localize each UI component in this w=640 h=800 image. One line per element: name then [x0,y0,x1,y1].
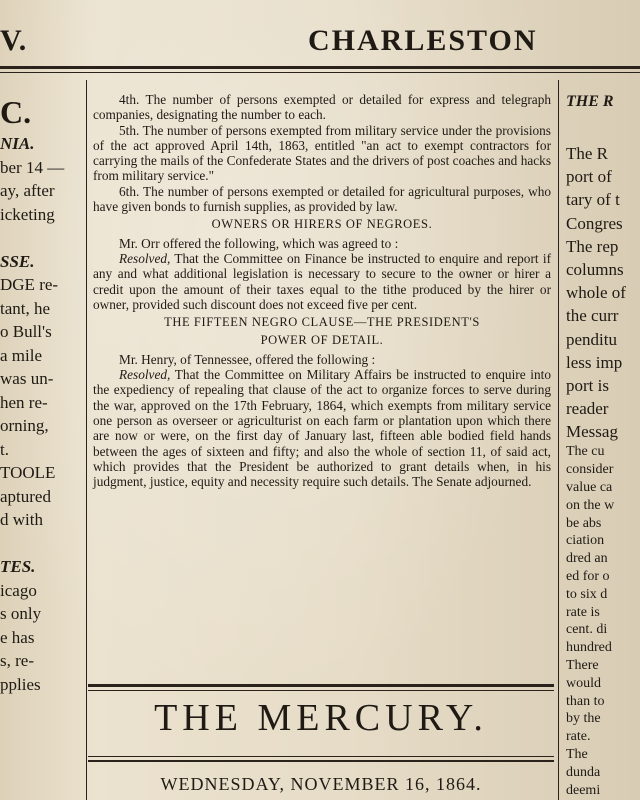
left-line: TES. [0,557,36,576]
left-line: aptured [0,486,51,506]
article-column [93,92,551,489]
resolution-text: That the Committee on Military Affairs be instructed to enquire into the expediency of repealing that clause of the act to organize forces to serve during the war, approved on the 17th February, 1864, which exempts from military service one person as overseer or agriculturist on each farm or plantation upon which there are now or were, on the first day of January last, fifteen able bodied field hands between the ages of sixteen and fifty; and also the whole of section 11, of said act, which provides that the President be authorized to grant details when, in his judgment, justice, equity and necessity require such details. The Senate adjourned. [93,367,551,490]
left-line: NIA. [0,134,35,153]
right-column-heading: THE R [566,93,614,110]
right-line-small: by the [566,711,601,727]
right-line-small: would [566,675,601,691]
left-line: d with [0,510,43,529]
right-line-small: than to [566,693,605,709]
article-paragraph: Mr. Henry, of Tennessee, offered the following : [119,351,376,367]
right-line-small: There [566,658,599,673]
section-heading: OWNERS OR HIRERS OF NEGROES. [211,217,433,232]
mercury-title: THE MERCURY. [154,697,488,739]
left-line: orning, [0,416,49,435]
left-line: hen re- [0,392,48,412]
right-line-small: ed for o [566,569,610,585]
masthead-title: CHARLESTON [308,24,538,57]
column-divider-left [86,80,87,800]
right-line-small: dunda [566,764,601,780]
right-line: less imp [566,352,623,372]
left-line: o Bull's [0,322,52,341]
mercury-rule-thin [88,690,554,691]
resolved-label: Resolved, [119,367,171,383]
section-heading: THE FIFTEEN NEGRO CLAUSE—THE PRESIDENT'S [164,315,480,330]
masthead-rule-thin [0,72,640,73]
right-line: reader [566,399,609,419]
left-line: s only [0,604,42,623]
right-line-small: consider [566,462,614,478]
left-line [0,532,80,556]
left-line: ay, after [0,181,55,200]
right-line: port of [566,167,612,187]
left-line: e has [0,627,35,647]
right-line: The R [566,144,609,163]
right-line-small: hundred [566,640,612,656]
resolution-text: That the Committee on Finance be instructed to enquire and report if any and what additional legislation is necessary to secure to the owner or hirer a credit upon the amount of their taxes equal to the tithe produced by the hirer or owner, provided such discount does not exceed five per cent. [93,250,551,312]
right-line: penditu [566,329,617,349]
right-column [566,92,640,799]
left-line: ber 14 — [0,157,65,177]
dateline-rule-thick [88,760,554,762]
mercury-rule-thick [88,684,554,687]
right-line: The rep [566,236,619,256]
left-line: tant, he [0,298,51,318]
column-divider-right [558,80,559,800]
masthead-fragment: V. [0,24,28,57]
left-line [0,226,80,250]
right-line-small: deemi [566,782,601,798]
right-line: tary of t [566,190,620,210]
right-line: Messag [566,422,618,442]
left-line: DGE re- [0,275,59,294]
left-column-heading: C. [0,94,32,130]
right-line-small: The [566,746,588,762]
left-column [0,92,80,696]
article-paragraph: 5th. The number of persons exempted from military service under the provisions of the act approved April 14th, 1863, entitled "an act to exempt contractors for carrying the mails of the Confederate States and the drivers of post coaches and hacks from military service." [93,122,551,184]
right-line: the curr [566,306,619,326]
resolved-label: Resolved, [119,250,171,266]
right-line-small: The cu [566,444,605,460]
right-line: port is [566,375,609,395]
right-line-small: ciation [566,533,605,549]
section-subheading: POWER OF DETAIL. [260,333,384,348]
right-line: columns [566,259,624,279]
right-line-small: dred an [566,551,608,567]
right-line-small: cent. di [566,622,608,638]
right-line-small: value ca [566,480,613,496]
masthead-rule-thick [0,66,640,69]
right-line-small: rate. [566,729,591,745]
right-line-small: rate is [566,604,600,620]
dateline-rule-thin [88,756,554,757]
left-line: a mile [0,345,43,365]
article-paragraph: 6th. The number of persons exempted or detailed for agricultural purposes, who have given bonds to furnish supplies, as provided by law. [93,183,551,215]
resolution-paragraph [93,367,551,489]
right-line: whole of [566,283,626,303]
article-paragraph: 4th. The number of persons exempted or detailed for express and telegraph companies, designating the number to each. [93,92,551,123]
left-line: icketing [0,204,55,224]
resolution-paragraph [93,251,551,312]
right-line-small: be abs [566,515,602,531]
left-line: TOOLE [0,463,56,482]
left-line: pplies [0,674,41,694]
dateline: WEDNESDAY, NOVEMBER 16, 1864. [160,774,482,794]
left-line: SSE. [0,251,35,271]
left-line: s, re- [0,651,34,670]
right-line-small: on the w [566,497,615,513]
right-line-small: to six d [566,586,608,602]
article-paragraph: Mr. Orr offered the following, which was agreed to : [119,235,399,251]
right-line: Congres [566,213,623,233]
left-line: t. [0,439,9,459]
left-line: was un- [0,369,54,388]
left-line: icago [0,580,37,600]
